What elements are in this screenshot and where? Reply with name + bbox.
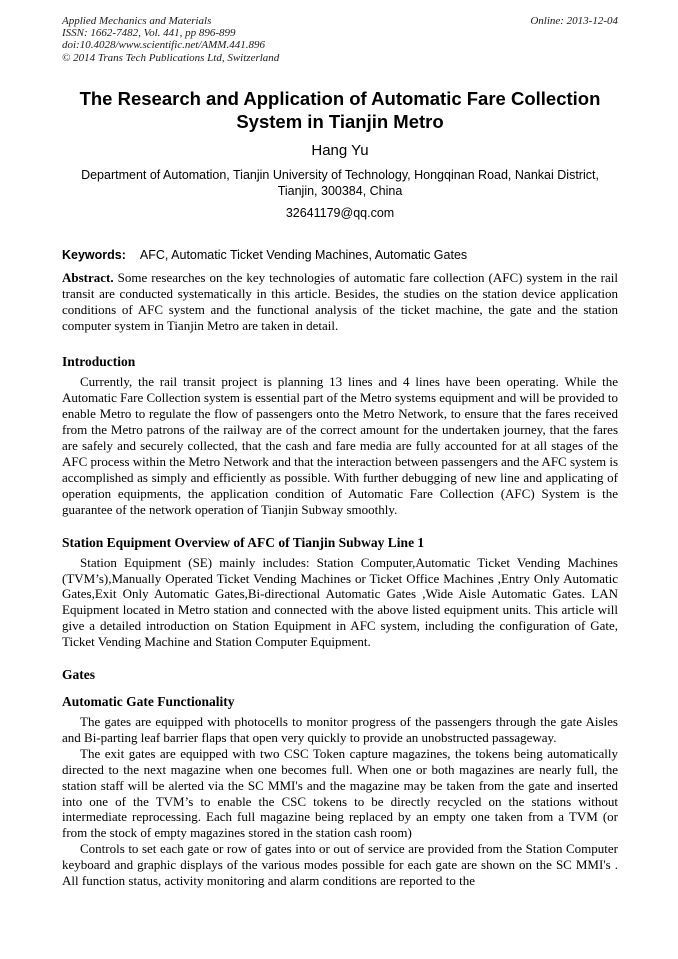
- abstract: [62, 270, 618, 334]
- author-name: Hang Yu: [311, 141, 369, 159]
- keywords-text: AFC, Automatic Ticket Vending Machines, Automatic Gates: [139, 247, 468, 262]
- journal-doi-line: doi:10.4028/www.scientific.net/AMM.441.896: [62, 39, 265, 52]
- journal-header: [62, 15, 618, 64]
- keywords-label: Keywords:: [62, 247, 126, 262]
- abstract-label: Abstract.: [62, 269, 114, 285]
- paragraph: The gates are equipped with photocells to monitor progress of the passengers through the gate Aisles and Bi-parting leaf barrier flaps that open very quickly to provide an unobstructed passageway.: [62, 714, 618, 745]
- paragraph: The exit gates are equipped with two CSC Token capture magazines, the tokens being automatically directed to the next magazine when one becomes full. When one or both magazines are nearly full, the station staff will be alerted via the SC MMI's and the magazine may be taken from the gate and inserted into one of the TVM’s to enable the CSC tokens to be directly recycled on the stations without intermediate reprocessing. Each full magazine being replaced by an empty one taken from a TVM (or from the stock of empty magazines stored in the station cash room): [62, 745, 618, 841]
- paragraph: Controls to set each gate or row of gates into or out of service are provided from the Station Computer keyboard and graphic displays of the various modes possible for each gate are shown on the SC MMI's . All function status, activity monitoring and alarm conditions are reported to the: [62, 841, 618, 889]
- keywords-line: [62, 247, 618, 263]
- section-heading-station-equipment: Station Equipment Overview of AFC of Tianjin Subway Line 1: [62, 534, 425, 550]
- journal-issn-line: ISSN: 1662-7482, Vol. 441, pp 896-899: [62, 27, 236, 40]
- section-body-introduction: [62, 374, 618, 517]
- section-body-automatic-gate-functionality: [62, 714, 618, 889]
- page-title: The Research and Application of Automatic Fare Collection System in Tianjin Metro: [79, 87, 601, 132]
- title-block: [62, 87, 618, 221]
- paragraph: Station Equipment (SE) mainly includes: Station Computer,Automatic Ticket Vending Machines (TVM’s),Manually Operated Ticket Vending Machines or Ticket Office Machines ,Entry Only Automatic Gates,Exit Only Automatic Gates,Bi-directional Automatic Gates ,Wide Aisle Automatic Gates. LAN Equipment located in Metro station and connected with the above listed equipment units. This article will give a detailed introduction on Station Equipment in AFC system, including the configuration of Gate, Ticket Vending Machine and Station Computer Equipment.: [62, 554, 618, 650]
- journal-name: Applied Mechanics and Materials: [62, 15, 212, 27]
- section-heading-automatic-gate-functionality: Automatic Gate Functionality: [62, 694, 235, 710]
- journal-copyright-line: © 2014 Trans Tech Publications Ltd, Switzerland: [62, 51, 280, 64]
- author-email: 32641179@qq.com: [285, 205, 395, 220]
- section-heading-gates: Gates: [62, 667, 95, 683]
- section-heading-introduction: Introduction: [62, 354, 136, 370]
- paragraph: Currently, the rail transit project is planning 13 lines and 4 lines have been operating. While the Automatic Fare Collection system is essential part of the Metro systems equipment and will be provided to enable Metro to regulate the flow of passengers onto the Metro Network, to ensure that the fares received from the Metro patrons of the railway are of the correct amount for the undertaken journey, that the fares are safely and securely collected, that the cash and fare media are fully accounted for at all stages of the AFC process within the Metro Network and that the interaction between passengers and the AFC system is accomplished as simply and efficiently as possible. With further debugging of new line and applicating of operation equipments, the application condition of Automatic Fare Collection (AFC) System is the guarantee of the network operation of Tianjin Subway smoothly.: [62, 374, 619, 517]
- abstract-text: Some researches on the key technologies of automatic fare collection (AFC) system in the rail transit are conducted systematically in this article. Besides, the studies on the station device application conditions of AFC system and the functional analysis of the ticket machine, the gate and the station computer system in Tianjin Metro are taken in detail.: [62, 269, 618, 333]
- section-body-station-equipment: [62, 555, 618, 650]
- online-date: Online: 2013-12-04: [530, 15, 618, 27]
- journal-header-left: [62, 15, 279, 64]
- author-affiliation: Department of Automation, Tianjin University of Technology, Hongqinan Road, Nankai District, Tianjin, 300384, China: [81, 167, 599, 198]
